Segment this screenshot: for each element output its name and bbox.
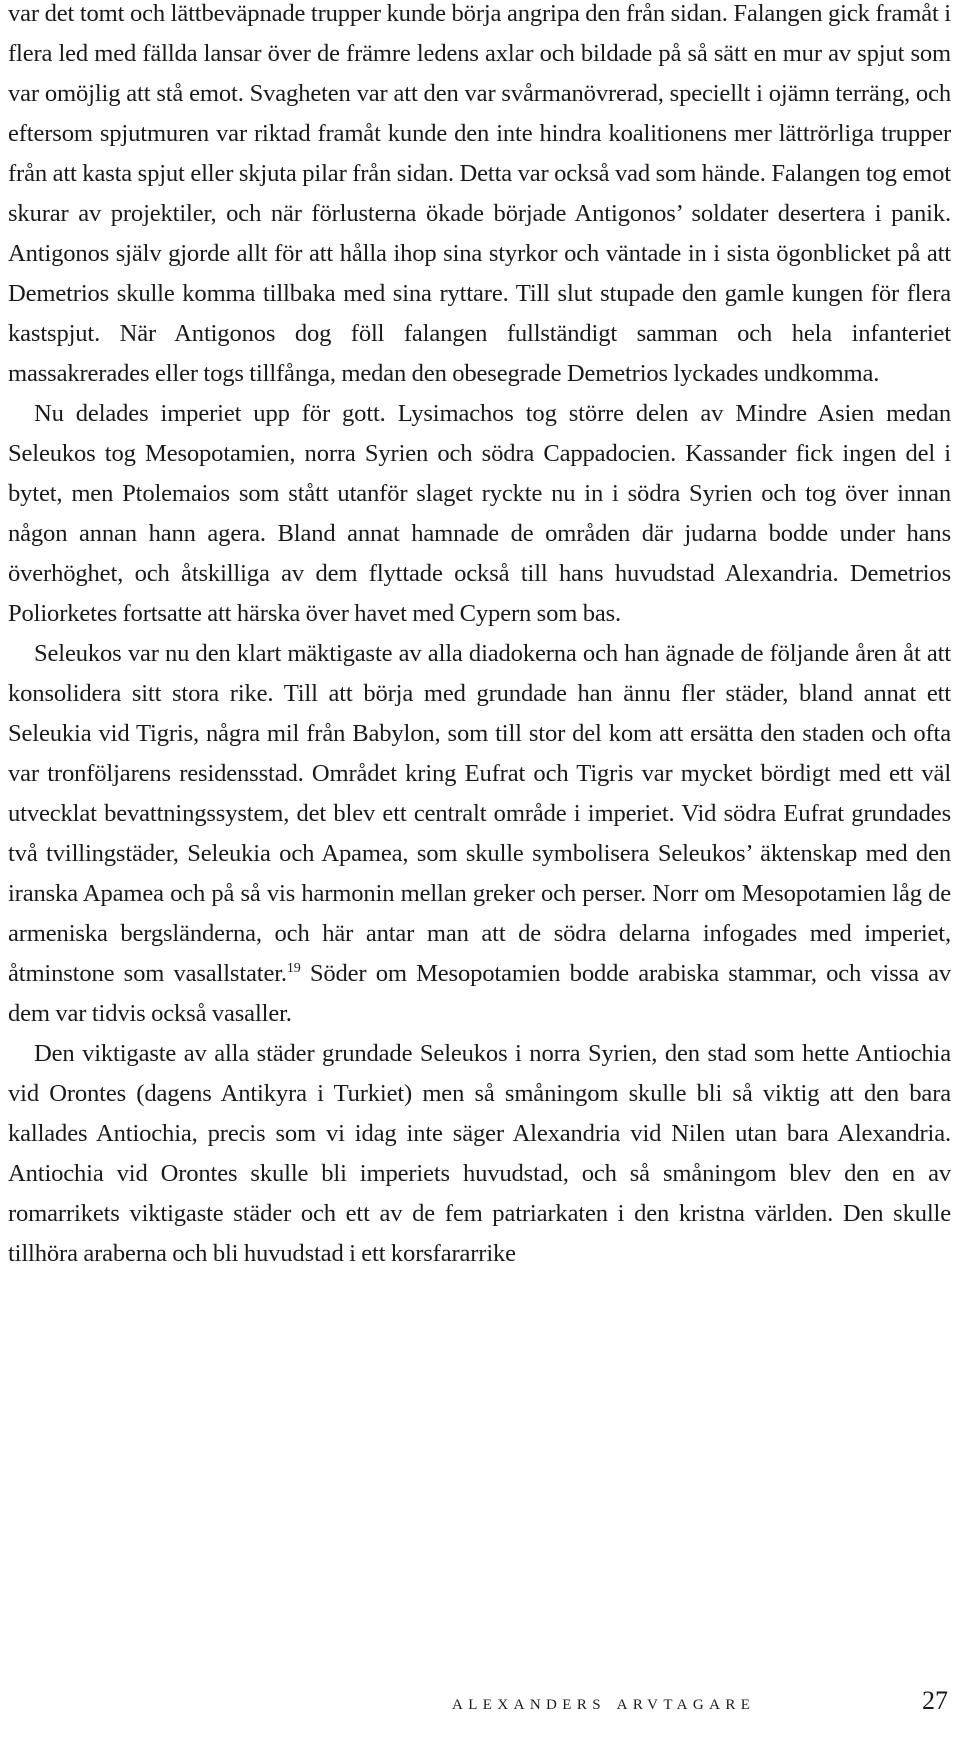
footnote-reference[interactable]: 19 [286,960,301,976]
paragraph-text: Den viktigaste av alla städer grundade Seleukos i norra Syrien, den stad som hette Antiochia vid Orontes (dagens Antikyra i Turkiet) men så småningom skulle bli så viktig att den bara kallades Antiochia, precis som vi idag inte säger Alexandria vid Nilen utan bara Alexandria. Antiochia vid Orontes skulle bli imperiets huvudstad, och så småningom blev den en av romarrikets viktigaste städer och ett av de fem patriarkaten i den kristna världen. Den skulle tillhöra araberna och bli huvudstad i ett korsfararrike [8,1040,951,1267]
paragraph-1 [8,0,951,394]
paragraph-text: Seleukos var nu den klart mäktigaste av alla diadokerna och han ägnade de följande åren åt att konsolidera sitt stora rike. Till att börja med grundade han ännu fler städer, bland annat ett Seleukia vid Tigris, några mil från Babylon, som till stor del kom att ersätta den staden och ofta var tronföljarens residensstad. Området kring Eufrat och Tigris var mycket bördigt med ett väl utvecklat bevattningssystem, det blev ett centralt område i imperiet. Vid södra Eufrat grundades två tvillingstäder, Seleukia och Apamea, som skulle symbolisera Seleukos’ äktenskap med den iranska Apamea och på så vis harmonin mellan greker och perser. Norr om Mesopotamien låg de armeniska bergsländerna, och här antar man att de södra delarna infogades med imperiet, åtminstone som vasallstater. [8,640,951,987]
running-head: alexanders arvtagare [452,1690,756,1714]
paragraph-3 [8,634,951,1034]
paragraph-text: Söder om Mesopotamien bodde arabiska stammar, och vissa av dem var tidvis också vasaller. [8,960,951,1027]
book-page [8,0,951,1274]
page-footer [0,1686,960,1730]
page-number: 27 [922,1686,948,1715]
paragraph-text: var det tomt och lättbeväpnade trupper kunde börja angripa den från sidan. Falangen gick framåt i flera led med fällda lansar över de främre ledens axlar och bildade på så sätt en mur av spjut som var omöjlig att stå emot. Svagheten var att den var svårmanövrerad, speciellt i ojämn terräng, och eftersom spjutmuren var riktad framåt kunde den inte hindra koalitionens mer lättrörliga trupper från att kasta spjut eller skjuta pilar från sidan. Detta var också vad som hände. Falangen tog emot skurar av projektiler, och när förlusterna ökade började Antigonos’ soldater desertera i panik. Antigonos själv gjorde allt för att hålla ihop sina styrkor och väntade in i sista ögonblicket på att Demetrios skulle komma tillbaka med sina ryttare. Till slut stupade den gamle kungen för flera kastspjut. När Antigonos dog föll falangen fullständigt samman och hela infanteriet massakrerades eller togs tillfånga, medan den obesegrade Demetrios lyckades undkomma. [8,0,951,387]
paragraph-text: Nu delades imperiet upp för gott. Lysimachos tog större delen av Mindre Asien medan Seleukos tog Mesopotamien, norra Syrien och södra Cappadocien. Kassander fick ingen del i bytet, men Ptolemaios som stått utanför slaget ryckte nu in i södra Syrien och tog över innan någon annan hann agera. Bland annat hamnade de områden där judarna bodde under hans överhöghet, och åtskilliga av dem flyttade också till hans huvudstad Alexandria. Demetrios Poliorketes fortsatte att härska över havet med Cypern som bas. [8,400,951,627]
paragraph-2 [8,394,951,634]
paragraph-4 [8,1034,951,1274]
